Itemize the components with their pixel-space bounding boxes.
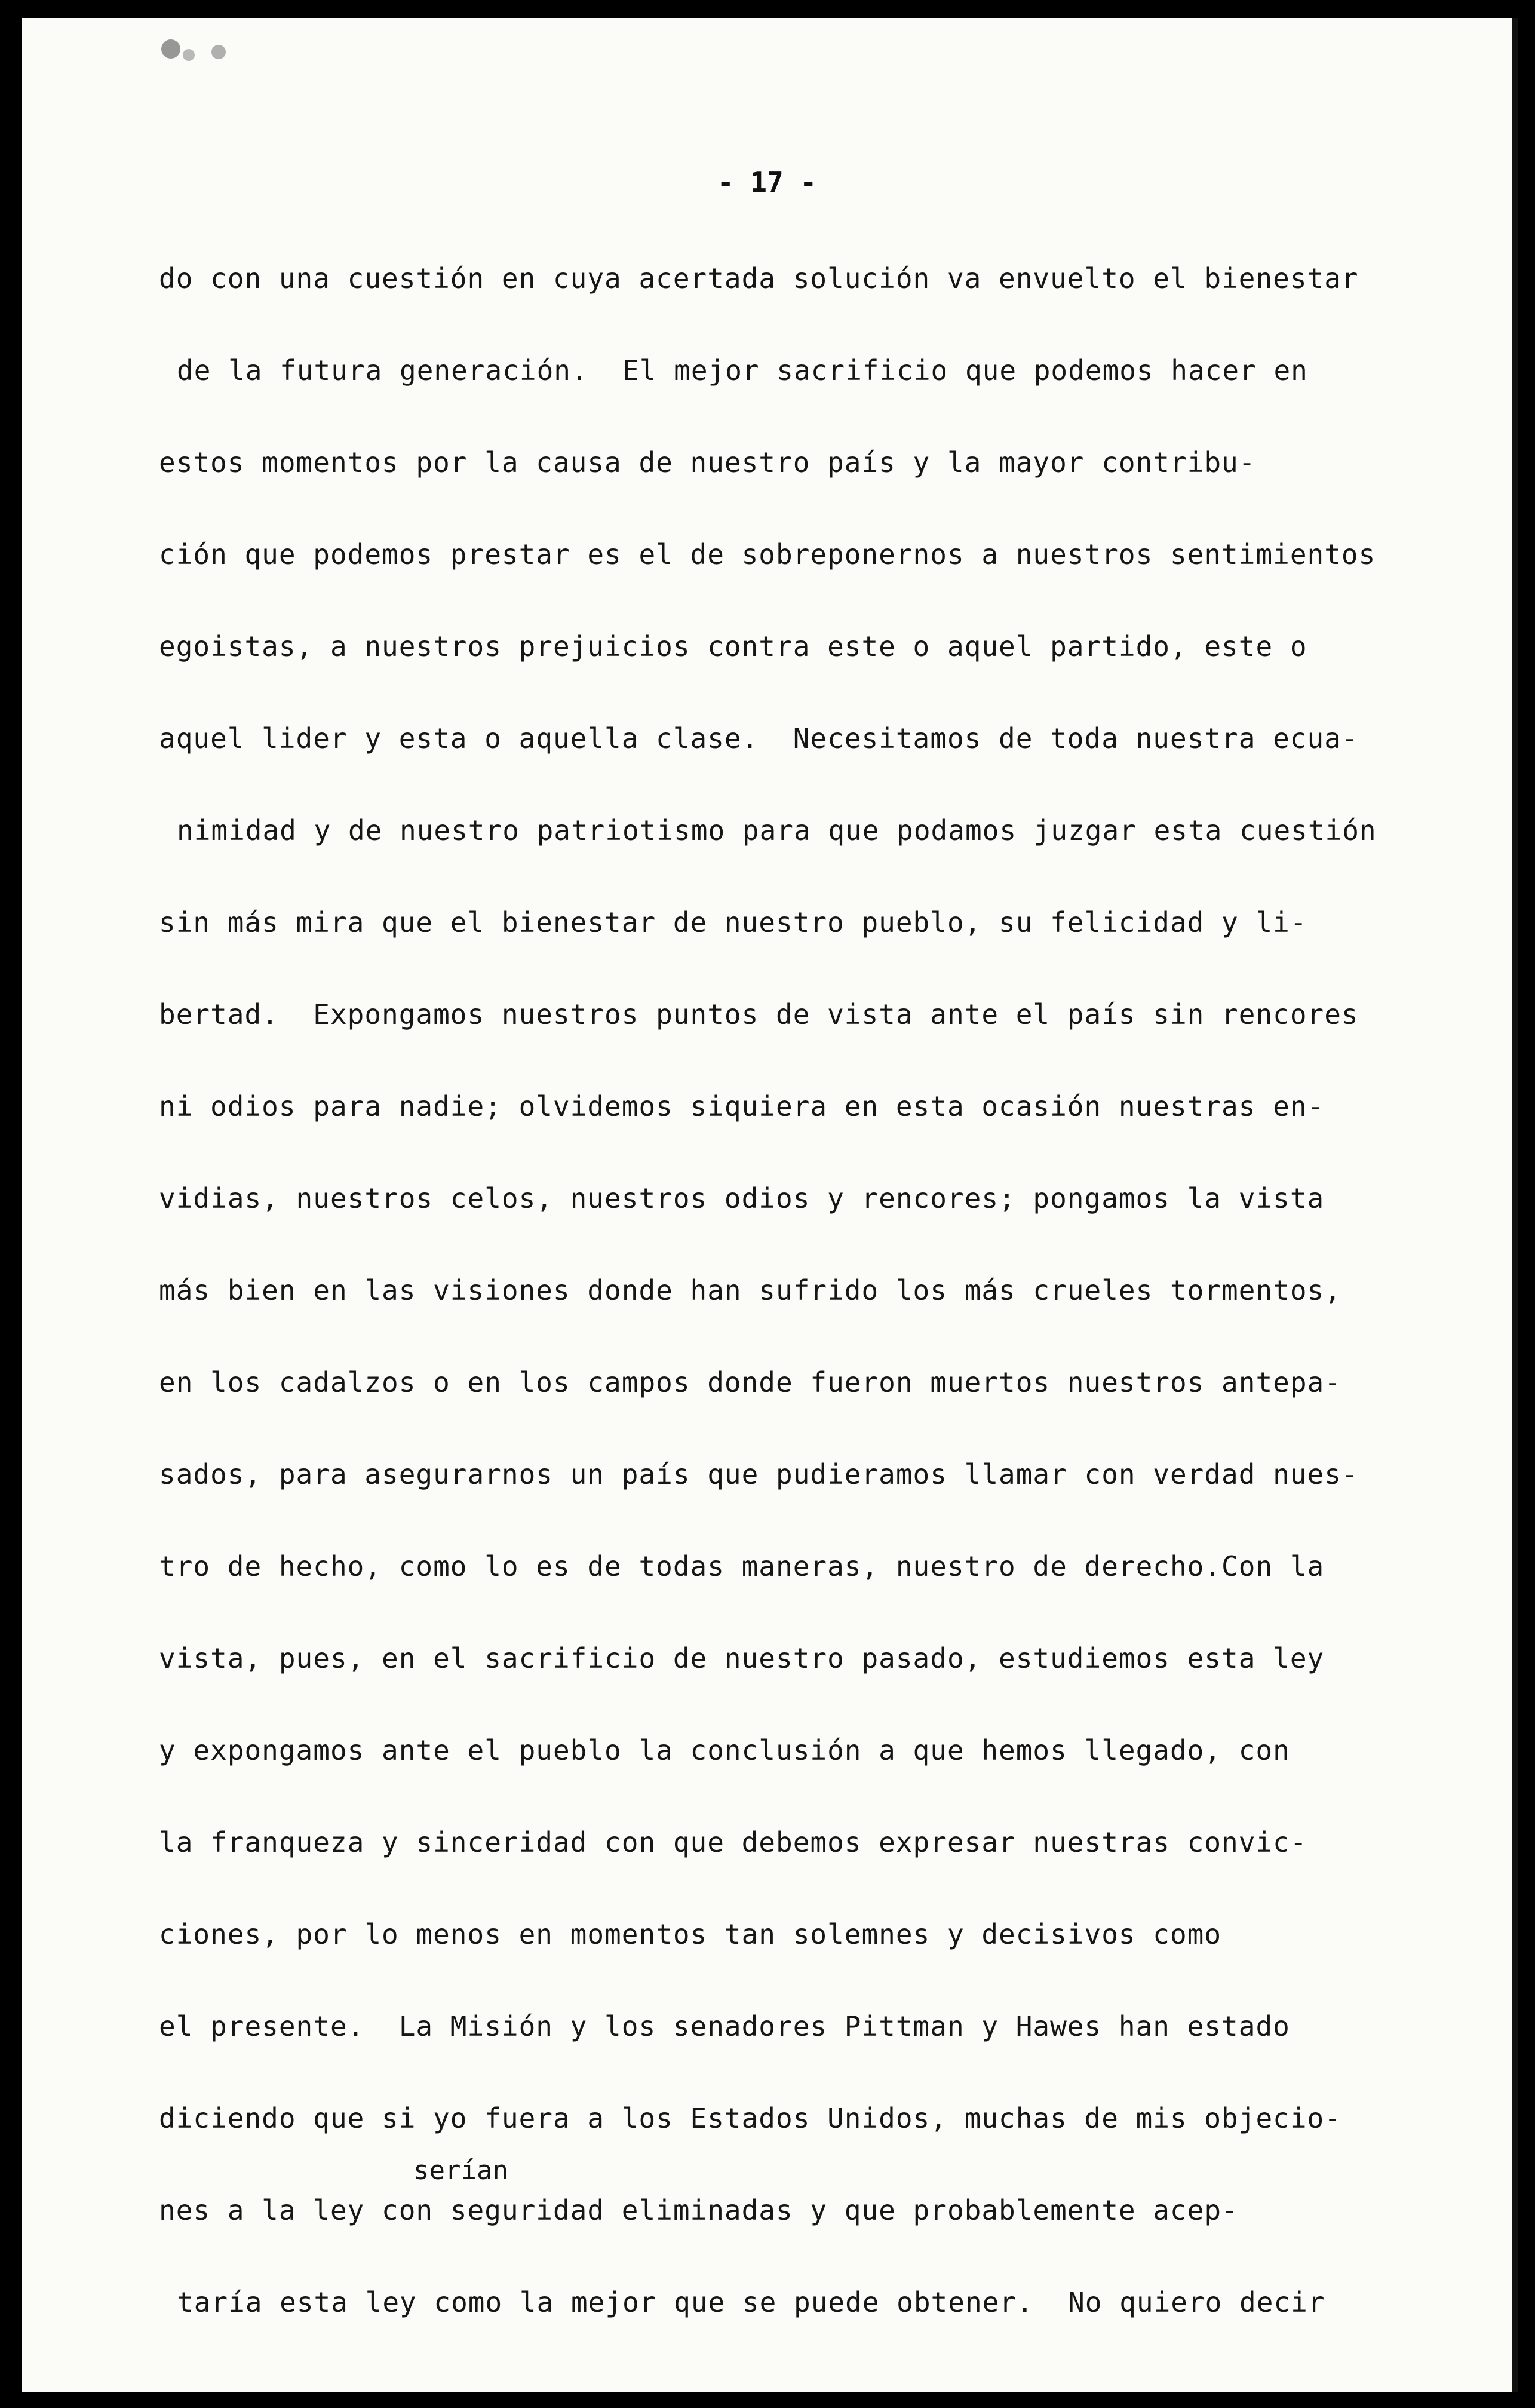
document-page: [22, 18, 1518, 2392]
text-line: ciones, por lo menos en momentos tan solemnes y decisivos como: [159, 1918, 1222, 1950]
text-line: diciendo que si yo fuera a los Estados Unidos, muchas de mis objecio-: [159, 2102, 1341, 2134]
text-line: ni odios para nadie; olvidemos siquiera en esta ocasión nuestras en-: [159, 1090, 1325, 1122]
text-line: vidias, nuestros celos, nuestros odios y rencores; pongamos la vista: [159, 1182, 1325, 1214]
ink-smudge: [159, 31, 237, 73]
text-line: ción que podemos prestar es el de sobreponernos a nuestros sentimientos: [159, 538, 1376, 570]
text-line: do con una cuestión en cuya acertada solución va envuelto el bienestar: [159, 262, 1359, 295]
text-line: y expongamos ante el pueblo la conclusión a que hemos llegado, con: [159, 1734, 1290, 1766]
text-line: egoistas, a nuestros prejuicios contra este o aquel partido, este o: [159, 630, 1307, 662]
body-text: [159, 254, 1497, 2370]
text-line: taría esta ley como la mejor que se puede obtener. No quiero decir: [177, 2286, 1325, 2318]
text-line: la franqueza y sinceridad con que debemos expresar nuestras convic-: [159, 1826, 1307, 1858]
text-line: en los cadalzos o en los campos donde fueron muertos nuestros antepa-: [159, 1366, 1341, 1398]
interlinear-note: serían: [413, 2155, 508, 2186]
text-line: tro de hecho, como lo es de todas maneras, nuestro de derecho.Con la: [159, 1550, 1325, 1582]
text-line: aquel lider y esta o aquella clase. Necesitamos de toda nuestra ecua-: [159, 722, 1359, 754]
text-line: el presente. La Misión y los senadores Pittman y Hawes han estado: [159, 2010, 1290, 2042]
text-line: estos momentos por la causa de nuestro país y la mayor contribu-: [159, 446, 1256, 478]
text-line: más bien en las visiones donde han sufrido los más crueles tormentos,: [159, 1274, 1341, 1306]
text-line: nes a la ley con seguridad eliminadas y que probablemente acep-: [159, 2194, 1239, 2226]
page-number: - 17 -: [717, 166, 817, 198]
text-line: sados, para asegurarnos un país que pudieramos llamar con verdad nues-: [159, 1458, 1359, 1490]
text-line: vista, pues, en el sacrificio de nuestro pasado, estudiemos esta ley: [159, 1642, 1325, 1674]
text-line: sin más mira que el bienestar de nuestro pueblo, su felicidad y li-: [159, 906, 1307, 938]
text-line: de la futura generación. El mejor sacrificio que podemos hacer en: [177, 354, 1308, 386]
text-line: nimidad y de nuestro patriotismo para que podamos juzgar esta cuestión: [177, 814, 1377, 846]
text-line: bertad. Expongamos nuestros puntos de vista ante el país sin rencores: [159, 998, 1359, 1030]
